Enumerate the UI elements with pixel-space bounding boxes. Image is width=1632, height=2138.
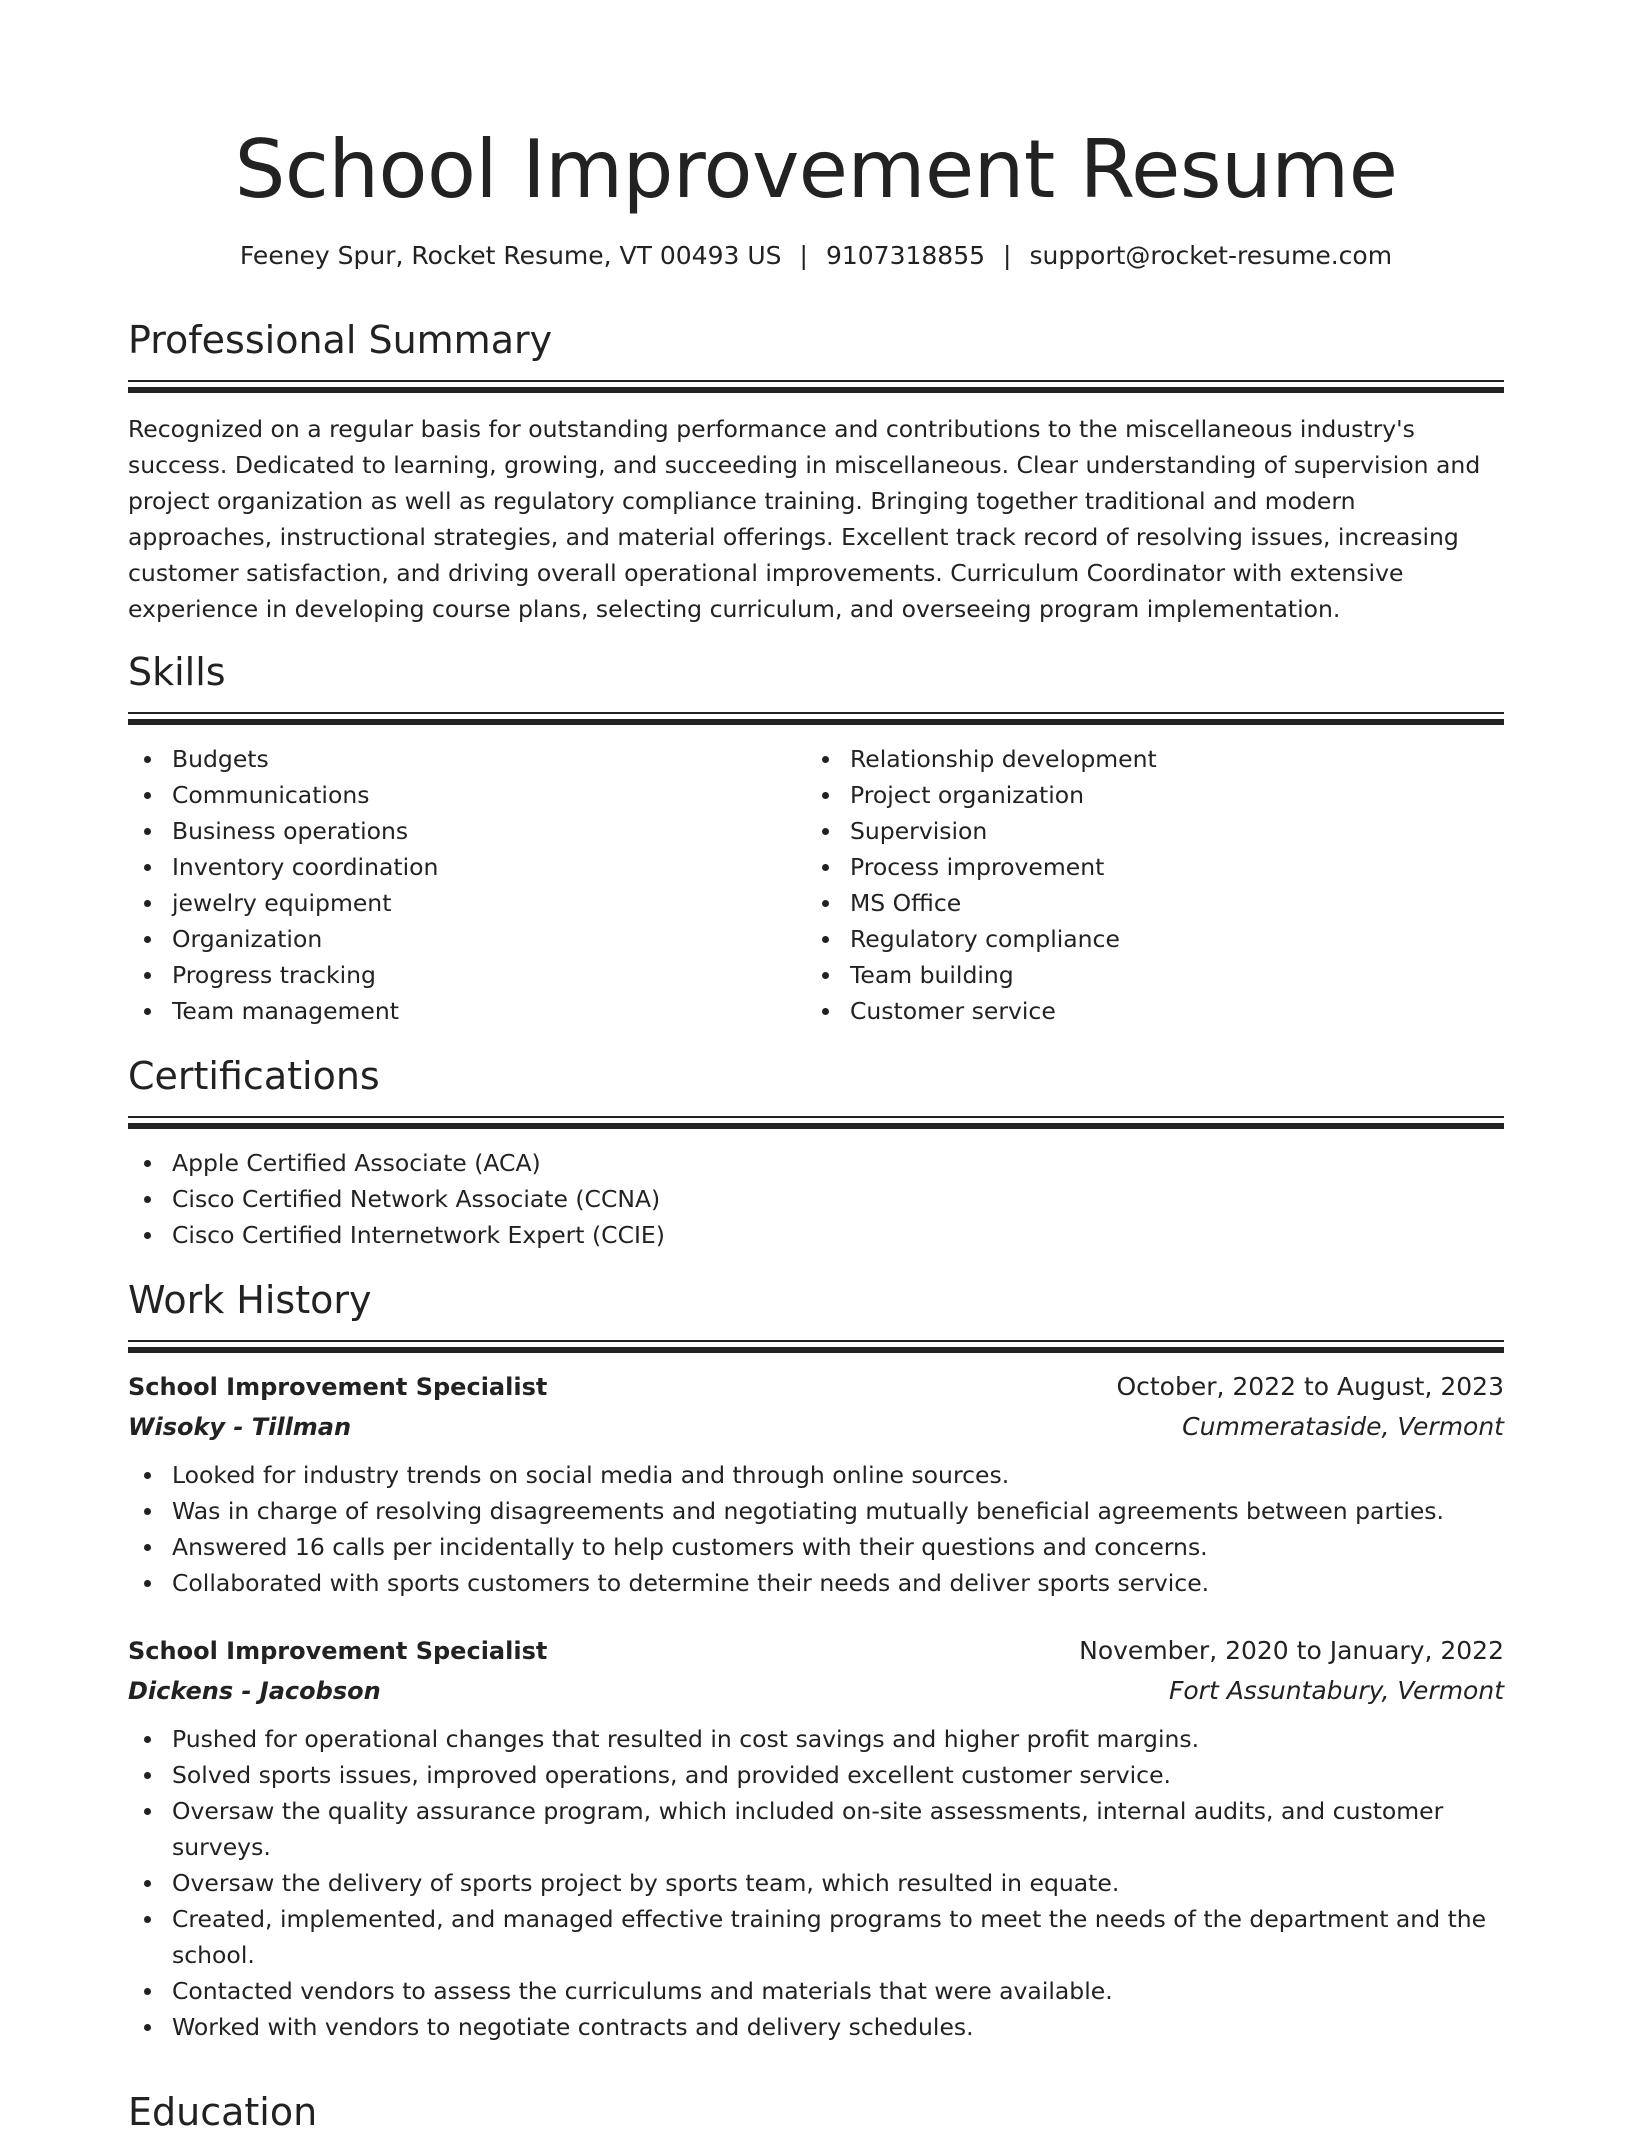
contact-phone: 9107318855 — [825, 241, 986, 270]
education-section — [128, 2086, 1504, 2138]
summary-section — [128, 314, 1504, 627]
contact-separator: | — [1003, 241, 1012, 270]
skill-item: Business operations — [128, 813, 806, 849]
skill-item: Budgets — [128, 741, 806, 777]
skills-list-left — [128, 741, 806, 1029]
job-bullet: Solved sports issues, improved operations, and provided excellent customer service. — [128, 1757, 1504, 1793]
certification-item: Apple Certified Associate (ACA) — [128, 1145, 1504, 1181]
job-bullet: Worked with vendors to negotiate contracts and delivery schedules. — [128, 2009, 1504, 2045]
job-subheader-row — [128, 1407, 1504, 1447]
section-heading-summary: Professional Summary — [128, 318, 553, 362]
skill-item: Communications — [128, 777, 806, 813]
job-location: Cummerataside, Vermont — [1182, 1412, 1504, 1441]
contact-line — [128, 238, 1504, 274]
resume-title: School Improvement Resume — [234, 123, 1398, 216]
contact-separator: | — [799, 241, 808, 270]
job-entry — [128, 1631, 1504, 2045]
job-bullet: Answered 16 calls per incidentally to help customers with their questions and concerns. — [128, 1529, 1504, 1565]
contact-address: Feeney Spur, Rocket Resume, VT 00493 US — [239, 241, 782, 270]
skill-item: Progress tracking — [128, 957, 806, 993]
job-entry — [128, 1367, 1504, 1601]
skills-list-right — [806, 741, 1484, 1029]
certifications-list — [128, 1145, 1504, 1253]
contact-email: support@rocket-resume.com — [1029, 241, 1393, 270]
section-rule-thick — [128, 1123, 1504, 1129]
job-location: Fort Assuntabury, Vermont — [1169, 1676, 1504, 1705]
section-heading-work-history: Work History — [128, 1278, 372, 1322]
job-header-row — [128, 1631, 1504, 1671]
section-heading-certifications: Certifications — [128, 1054, 380, 1098]
skill-item: Project organization — [806, 777, 1484, 813]
skill-item: Team management — [128, 993, 806, 1029]
skill-item: jewelry equipment — [128, 885, 806, 921]
section-heading-education: Education — [128, 2090, 318, 2134]
job-bullet: Collaborated with sports customers to determine their needs and deliver sports service. — [128, 1565, 1504, 1601]
job-bullet: Oversaw the delivery of sports project by sports team, which resulted in equate. — [128, 1865, 1504, 1901]
job-bullets — [128, 1721, 1504, 2045]
job-company: Wisoky - Tillman — [128, 1413, 352, 1441]
skill-item: Organization — [128, 921, 806, 957]
job-subheader-row — [128, 1671, 1504, 1711]
job-title: School Improvement Specialist — [128, 1373, 548, 1401]
skill-item: Relationship development — [806, 741, 1484, 777]
job-header-row — [128, 1367, 1504, 1407]
job-bullet: Was in charge of resolving disagreements and negotiating mutually beneficial agreements between parties. — [128, 1493, 1504, 1529]
section-rule — [128, 1340, 1504, 1342]
section-heading-skills: Skills — [128, 650, 226, 694]
section-rule-thick — [128, 719, 1504, 725]
job-bullet: Looked for industry trends on social media and through online sources. — [128, 1457, 1504, 1493]
job-bullet: Pushed for operational changes that resulted in cost savings and higher profit margins. — [128, 1721, 1504, 1757]
skill-item: Regulatory compliance — [806, 921, 1484, 957]
section-rule — [128, 712, 1504, 714]
skill-item: Supervision — [806, 813, 1484, 849]
job-dates: October, 2022 to August, 2023 — [1116, 1372, 1504, 1401]
skill-item: Inventory coordination — [128, 849, 806, 885]
skill-item: Team building — [806, 957, 1484, 993]
job-company: Dickens - Jacobson — [128, 1677, 381, 1705]
skill-item: Customer service — [806, 993, 1484, 1029]
work-history-section — [128, 1274, 1504, 2045]
job-dates: November, 2020 to January, 2022 — [1079, 1636, 1504, 1665]
skills-columns — [128, 741, 1504, 1029]
certification-item: Cisco Certified Network Associate (CCNA) — [128, 1181, 1504, 1217]
skill-item: MS Office — [806, 885, 1484, 921]
section-rule — [128, 380, 1504, 382]
certification-item: Cisco Certified Internetwork Expert (CCIE) — [128, 1217, 1504, 1253]
summary-text: Recognized on a regular basis for outstanding performance and contributions to the miscellaneous industry's success. Dedicated to learning, growing, and succeeding in miscellaneous. Clear understanding of supervision and project organization as well as regulatory compliance training. Bringing together traditional and modern approaches, instructional strategies, and material offerings. Excellent track record of resolving issues, increasing customer satisfaction, and driving overall operational improvements. Curriculum Coordinator with extensive experience in developing course plans, selecting curriculum, and overseeing program implementation. — [128, 415, 1481, 623]
skills-section — [128, 646, 1504, 1029]
skill-item: Process improvement — [806, 849, 1484, 885]
job-bullet: Created, implemented, and managed effective training programs to meet the needs of the department and the school. — [128, 1901, 1504, 1973]
job-bullet: Contacted vendors to assess the curriculums and materials that were available. — [128, 1973, 1504, 2009]
section-rule-thick — [128, 387, 1504, 393]
section-rule-thick — [128, 1347, 1504, 1353]
certifications-section — [128, 1050, 1504, 1253]
job-bullet: Oversaw the quality assurance program, which included on-site assessments, internal audits, and customer surveys. — [128, 1793, 1504, 1865]
job-title: School Improvement Specialist — [128, 1637, 548, 1665]
section-rule — [128, 1116, 1504, 1118]
job-bullets — [128, 1457, 1504, 1601]
